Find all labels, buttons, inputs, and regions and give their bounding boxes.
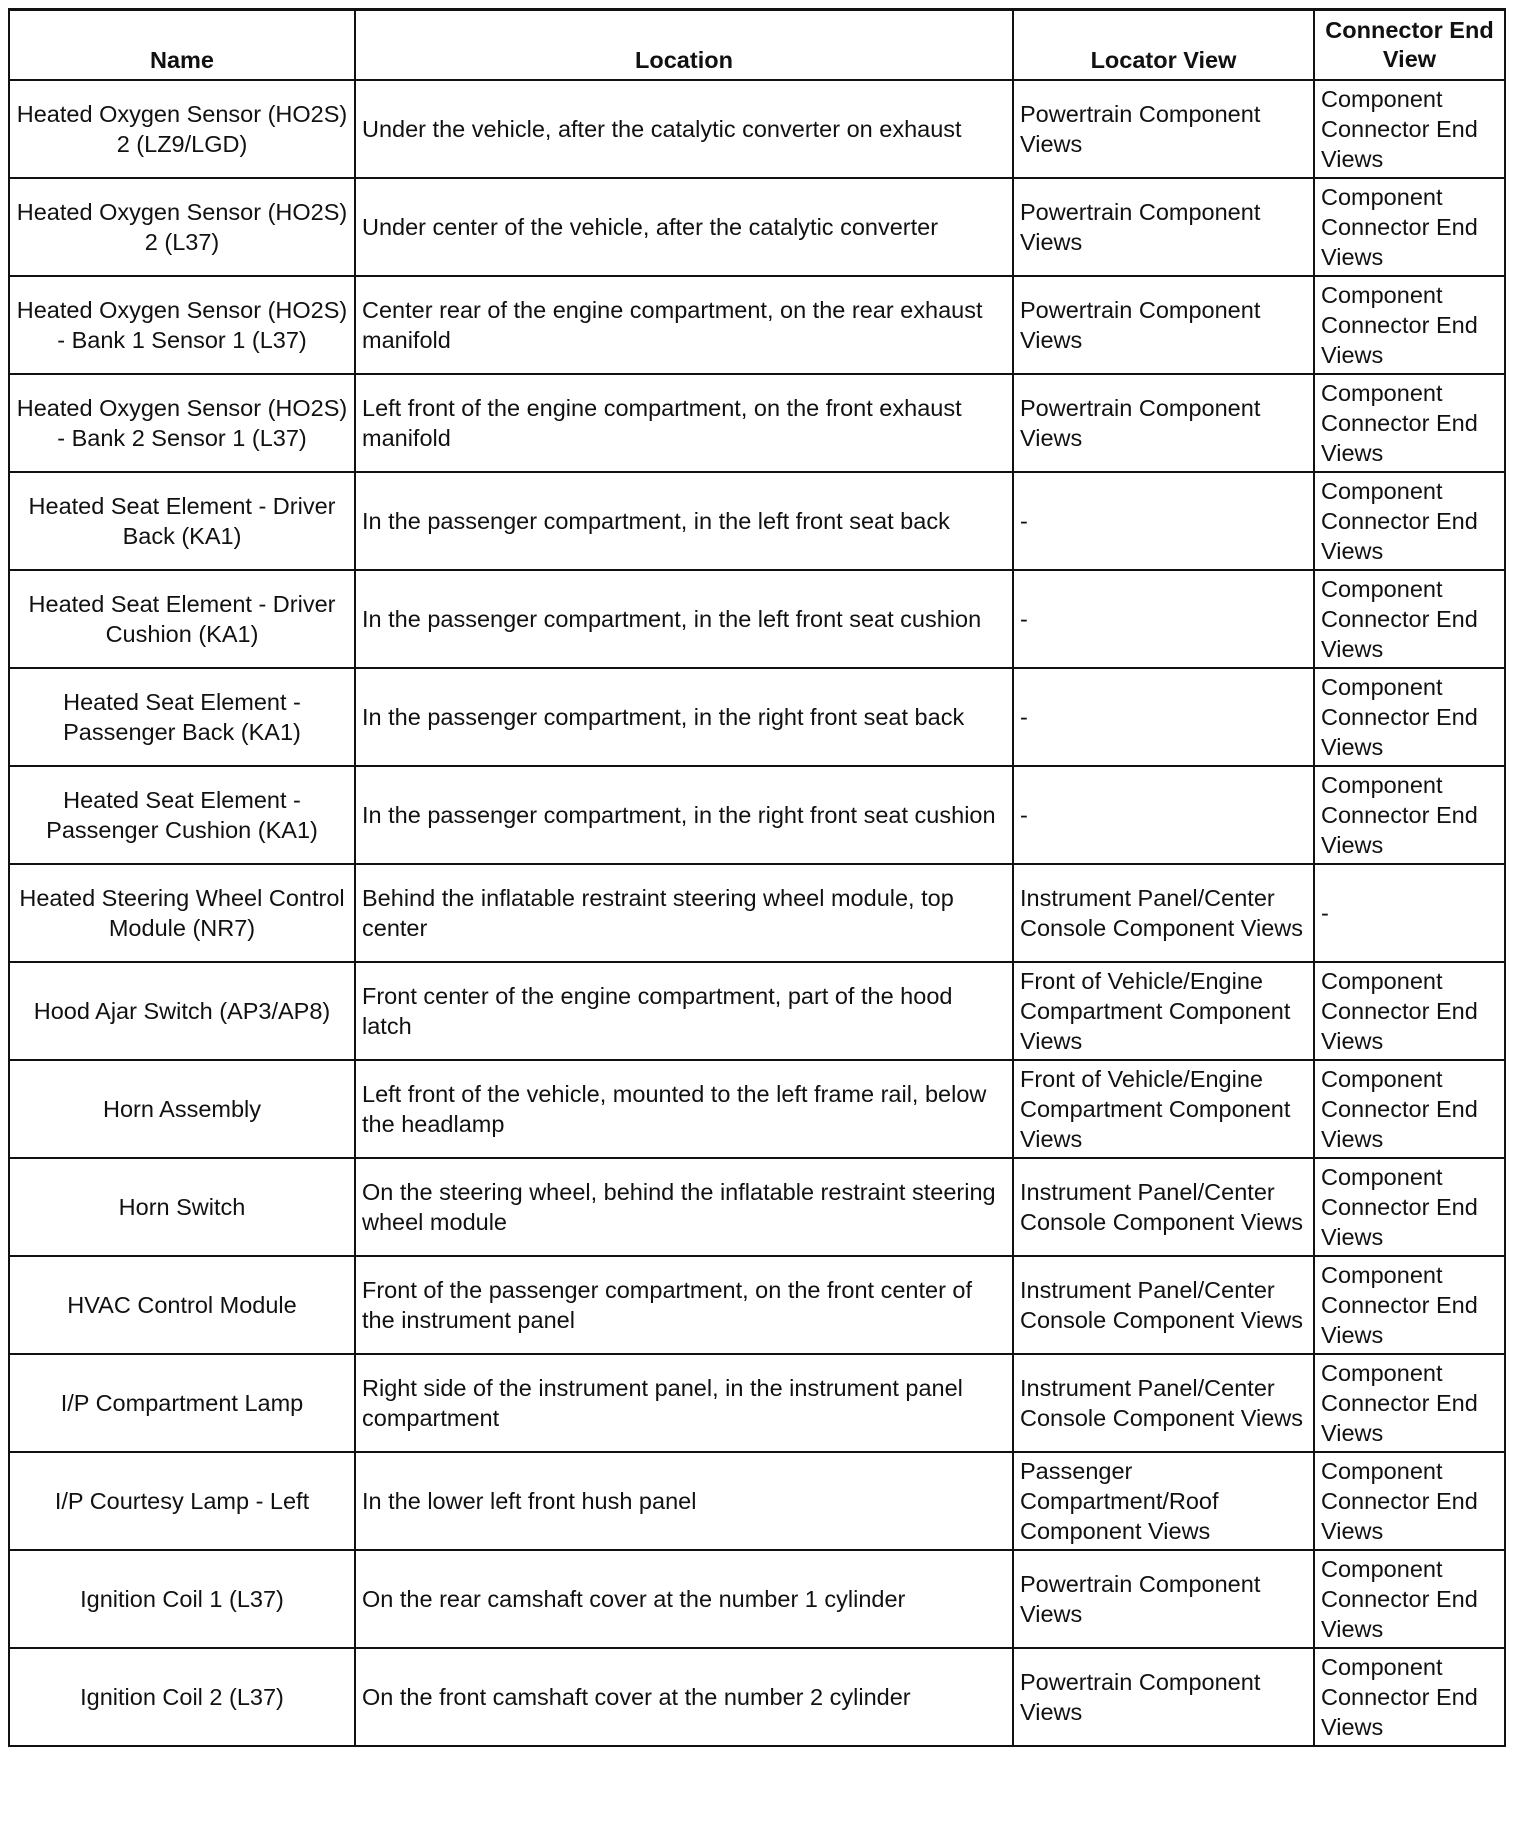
cell-name: Heated Seat Element - Passenger Cushion (KA1)	[9, 766, 355, 864]
cell-connector-end-view: Component Connector End Views	[1314, 1452, 1505, 1550]
table-row	[9, 1550, 1505, 1648]
header-name: Name	[9, 10, 355, 80]
table-row	[9, 80, 1505, 178]
table-row	[9, 864, 1505, 962]
cell-location: In the passenger compartment, in the right front seat back	[355, 668, 1013, 766]
cell-connector-end-view: Component Connector End Views	[1314, 374, 1505, 472]
cell-name: HVAC Control Module	[9, 1256, 355, 1354]
cell-location: Under center of the vehicle, after the catalytic converter	[355, 178, 1013, 276]
table-row	[9, 178, 1505, 276]
cell-name: I/P Courtesy Lamp - Left	[9, 1452, 355, 1550]
cell-locator-view: Powertrain Component Views	[1013, 276, 1314, 374]
cell-locator-view: -	[1013, 472, 1314, 570]
cell-location: On the steering wheel, behind the inflatable restraint steering wheel module	[355, 1158, 1013, 1256]
cell-connector-end-view: Component Connector End Views	[1314, 962, 1505, 1060]
cell-location: Left front of the engine compartment, on the front exhaust manifold	[355, 374, 1013, 472]
cell-connector-end-view: Component Connector End Views	[1314, 1354, 1505, 1452]
cell-locator-view: Instrument Panel/Center Console Component Views	[1013, 1354, 1314, 1452]
cell-location: Behind the inflatable restraint steering wheel module, top center	[355, 864, 1013, 962]
cell-locator-view: Powertrain Component Views	[1013, 374, 1314, 472]
cell-name: Ignition Coil 2 (L37)	[9, 1648, 355, 1746]
cell-name: Heated Oxygen Sensor (HO2S) - Bank 1 Sensor 1 (L37)	[9, 276, 355, 374]
cell-locator-view: -	[1013, 766, 1314, 864]
header-row	[9, 10, 1505, 80]
cell-locator-view: Powertrain Component Views	[1013, 1648, 1314, 1746]
cell-name: Heated Seat Element - Driver Back (KA1)	[9, 472, 355, 570]
cell-name: Heated Seat Element - Passenger Back (KA1)	[9, 668, 355, 766]
table-row	[9, 1158, 1505, 1256]
cell-connector-end-view: Component Connector End Views	[1314, 1060, 1505, 1158]
cell-location: In the passenger compartment, in the left front seat cushion	[355, 570, 1013, 668]
cell-locator-view: Powertrain Component Views	[1013, 1550, 1314, 1648]
cell-name: Heated Steering Wheel Control Module (NR7)	[9, 864, 355, 962]
cell-location: In the passenger compartment, in the right front seat cushion	[355, 766, 1013, 864]
table-row	[9, 962, 1505, 1060]
cell-name: Ignition Coil 1 (L37)	[9, 1550, 355, 1648]
table-row	[9, 1256, 1505, 1354]
table-row	[9, 1452, 1505, 1550]
cell-connector-end-view: Component Connector End Views	[1314, 570, 1505, 668]
cell-location: In the passenger compartment, in the left front seat back	[355, 472, 1013, 570]
table-row	[9, 1354, 1505, 1452]
cell-locator-view: Front of Vehicle/Engine Compartment Component Views	[1013, 1060, 1314, 1158]
cell-connector-end-view: Component Connector End Views	[1314, 472, 1505, 570]
table-row	[9, 374, 1505, 472]
cell-name: Heated Oxygen Sensor (HO2S) 2 (L37)	[9, 178, 355, 276]
cell-location: Left front of the vehicle, mounted to the left frame rail, below the headlamp	[355, 1060, 1013, 1158]
header-locator-view: Locator View	[1013, 10, 1314, 80]
cell-name: Heated Oxygen Sensor (HO2S) 2 (LZ9/LGD)	[9, 80, 355, 178]
cell-connector-end-view: Component Connector End Views	[1314, 1256, 1505, 1354]
cell-name: I/P Compartment Lamp	[9, 1354, 355, 1452]
table-row	[9, 668, 1505, 766]
cell-connector-end-view: Component Connector End Views	[1314, 1648, 1505, 1746]
cell-name: Horn Assembly	[9, 1060, 355, 1158]
table-body	[9, 80, 1505, 1746]
cell-locator-view: Instrument Panel/Center Console Component Views	[1013, 864, 1314, 962]
cell-connector-end-view: Component Connector End Views	[1314, 1158, 1505, 1256]
cell-name: Heated Oxygen Sensor (HO2S) - Bank 2 Sensor 1 (L37)	[9, 374, 355, 472]
cell-locator-view: Front of Vehicle/Engine Compartment Component Views	[1013, 962, 1314, 1060]
cell-locator-view: Passenger Compartment/Roof Component Views	[1013, 1452, 1314, 1550]
cell-location: On the rear camshaft cover at the number 1 cylinder	[355, 1550, 1013, 1648]
cell-connector-end-view: Component Connector End Views	[1314, 668, 1505, 766]
cell-location: In the lower left front hush panel	[355, 1452, 1013, 1550]
cell-name: Horn Switch	[9, 1158, 355, 1256]
cell-locator-view: -	[1013, 570, 1314, 668]
table-row	[9, 1060, 1505, 1158]
component-locator-table	[8, 8, 1506, 1747]
cell-location: On the front camshaft cover at the number 2 cylinder	[355, 1648, 1013, 1746]
header-connector-end-view: Connector End View	[1314, 10, 1505, 80]
cell-locator-view: Instrument Panel/Center Console Component Views	[1013, 1158, 1314, 1256]
header-location: Location	[355, 10, 1013, 80]
cell-name: Hood Ajar Switch (AP3/AP8)	[9, 962, 355, 1060]
cell-connector-end-view: Component Connector End Views	[1314, 276, 1505, 374]
table-row	[9, 472, 1505, 570]
table-row	[9, 570, 1505, 668]
cell-connector-end-view: Component Connector End Views	[1314, 178, 1505, 276]
cell-location: Under the vehicle, after the catalytic converter on exhaust	[355, 80, 1013, 178]
cell-location: Front of the passenger compartment, on the front center of the instrument panel	[355, 1256, 1013, 1354]
cell-locator-view: -	[1013, 668, 1314, 766]
cell-locator-view: Powertrain Component Views	[1013, 178, 1314, 276]
cell-locator-view: Powertrain Component Views	[1013, 80, 1314, 178]
table-row	[9, 766, 1505, 864]
cell-locator-view: Instrument Panel/Center Console Component Views	[1013, 1256, 1314, 1354]
table-row	[9, 1648, 1505, 1746]
cell-location: Front center of the engine compartment, part of the hood latch	[355, 962, 1013, 1060]
cell-connector-end-view: Component Connector End Views	[1314, 766, 1505, 864]
table-row	[9, 276, 1505, 374]
cell-location: Center rear of the engine compartment, on the rear exhaust manifold	[355, 276, 1013, 374]
cell-connector-end-view: Component Connector End Views	[1314, 80, 1505, 178]
cell-connector-end-view: -	[1314, 864, 1505, 962]
cell-location: Right side of the instrument panel, in the instrument panel compartment	[355, 1354, 1013, 1452]
cell-name: Heated Seat Element - Driver Cushion (KA1)	[9, 570, 355, 668]
cell-connector-end-view: Component Connector End Views	[1314, 1550, 1505, 1648]
